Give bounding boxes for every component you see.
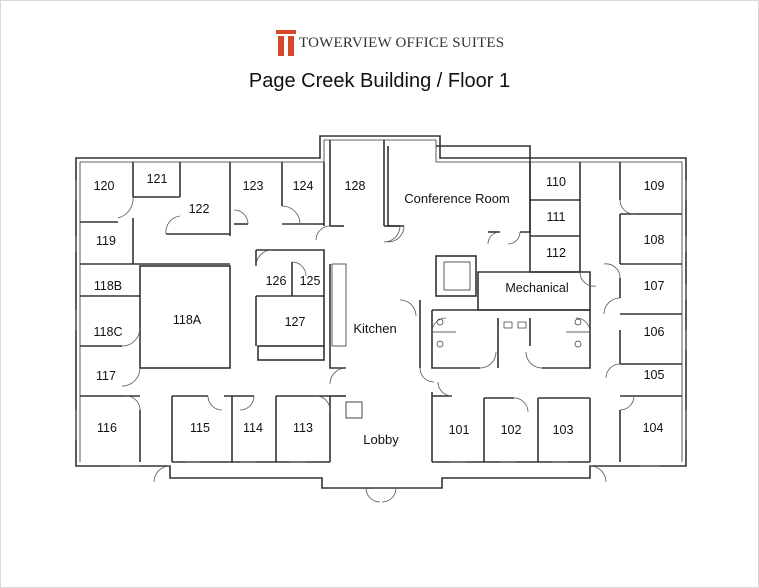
- room-120-label: 120: [93, 179, 115, 193]
- room-124-label: 124: [292, 179, 314, 193]
- room-107-label: 107: [643, 279, 665, 293]
- room-104-label: 104: [642, 421, 664, 435]
- room-118c-label: 118C: [93, 325, 123, 339]
- mechanical-label: Mechanical: [505, 281, 569, 295]
- room-102-label: 102: [500, 423, 522, 437]
- lobby-label: Lobby: [363, 432, 399, 447]
- room-106-label: 106: [643, 325, 665, 339]
- room-105-label: 105: [643, 368, 665, 382]
- room-115-label: 115: [190, 421, 210, 435]
- room-126-label: 126: [265, 274, 287, 288]
- logo-text: TOWERVIEW OFFICE SUITES: [299, 34, 505, 51]
- room-125-label: 125: [299, 274, 321, 288]
- room-118a-label: 118A: [172, 313, 202, 327]
- room-123-label: 123: [242, 179, 264, 193]
- room-127-label: 127: [284, 315, 306, 329]
- room-114-label: 114: [243, 421, 263, 435]
- room-101-label: 101: [448, 423, 470, 437]
- page-title: Page Creek Building / Floor 1: [248, 70, 511, 92]
- room-116-label: 116: [97, 421, 117, 435]
- room-117-label: 117: [96, 369, 116, 383]
- room-112-label: 112: [546, 246, 566, 260]
- room-122-label: 122: [188, 202, 210, 216]
- kitchen-label: Kitchen: [353, 321, 397, 336]
- room-113-label: 113: [293, 421, 313, 435]
- room-103-label: 103: [552, 423, 574, 437]
- room-118b-label: 118B: [93, 279, 123, 293]
- room-121-label: 121: [146, 172, 168, 186]
- room-111-label: 111: [546, 210, 566, 224]
- room-110-label: 110: [546, 175, 566, 189]
- room-119-label: 119: [96, 234, 116, 248]
- room-108-label: 108: [643, 233, 665, 247]
- room-128-label: 128: [344, 179, 366, 193]
- conference-room-label: Conference Room: [404, 191, 510, 206]
- room-109-label: 109: [643, 179, 665, 193]
- door-swings: [118, 197, 634, 502]
